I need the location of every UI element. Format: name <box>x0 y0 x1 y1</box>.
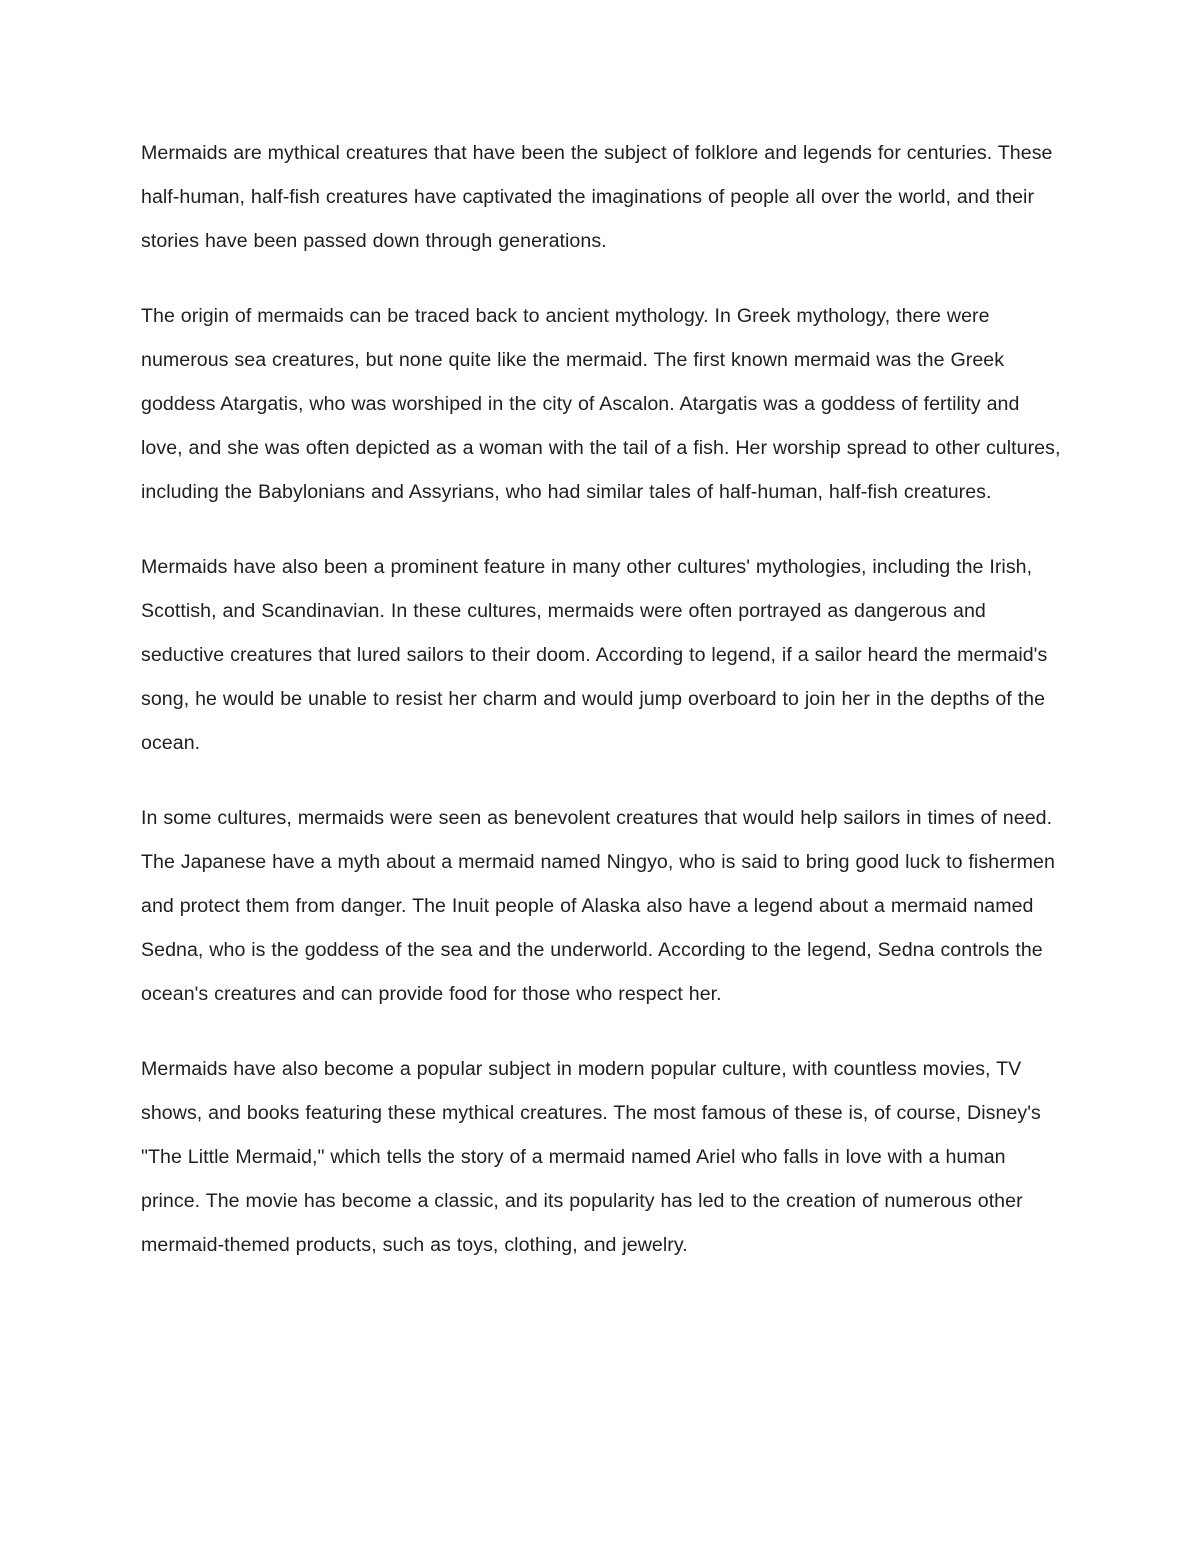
paragraph-4: In some cultures, mermaids were seen as benevolent creatures that would help sailors in times of need. The Japanese have a myth about a mermaid named Ningyo, who is said to bring good luck to fishermen and protect them from danger. The Inuit people of Alaska also have a legend about a mermaid named Sedna, who is the goddess of the sea and the underworld. According to the legend, Sedna controls the ocean's creatures and can provide food for those who respect her. <box>141 806 1055 1006</box>
paragraph-1: Mermaids are mythical creatures that have been the subject of folklore and legends for centuries. These half-human, half-fish creatures have captivated the imaginations of people all over the world, and their stories have been passed down through generations. <box>141 142 1053 253</box>
document-body <box>141 131 1066 1298</box>
paragraph-3: Mermaids have also been a prominent feature in many other cultures' mythologies, including the Irish, Scottish, and Scandinavian. In these cultures, mermaids were often portrayed as dangerous and seductive creatures that lured sailors to their doom. According to legend, if a sailor heard the mermaid's song, he would be unable to resist her charm and would jump overboard to join her in the depths of the ocean. <box>141 555 1048 755</box>
paragraph-2: The origin of mermaids can be traced back to ancient mythology. In Greek mythology, there were numerous sea creatures, but none quite like the mermaid. The first known mermaid was the Greek goddess Atargatis, who was worshiped in the city of Ascalon. Atargatis was a goddess of fertility and love, and she was often depicted as a woman with the tail of a fish. Her worship spread to other cultures, including the Babylonians and Assyrians, who had similar tales of half-human, half-fish creatures. <box>141 304 1061 504</box>
paragraph-5: Mermaids have also become a popular subject in modern popular culture, with countless movies, TV shows, and books featuring these mythical creatures. The most famous of these is, of course, Disney's "The Little Mermaid," which tells the story of a mermaid named Ariel who falls in love with a human prince. The movie has become a classic, and its popularity has led to the creation of numerous other mermaid-themed products, such as toys, clothing, and jewelry. <box>141 1057 1041 1257</box>
